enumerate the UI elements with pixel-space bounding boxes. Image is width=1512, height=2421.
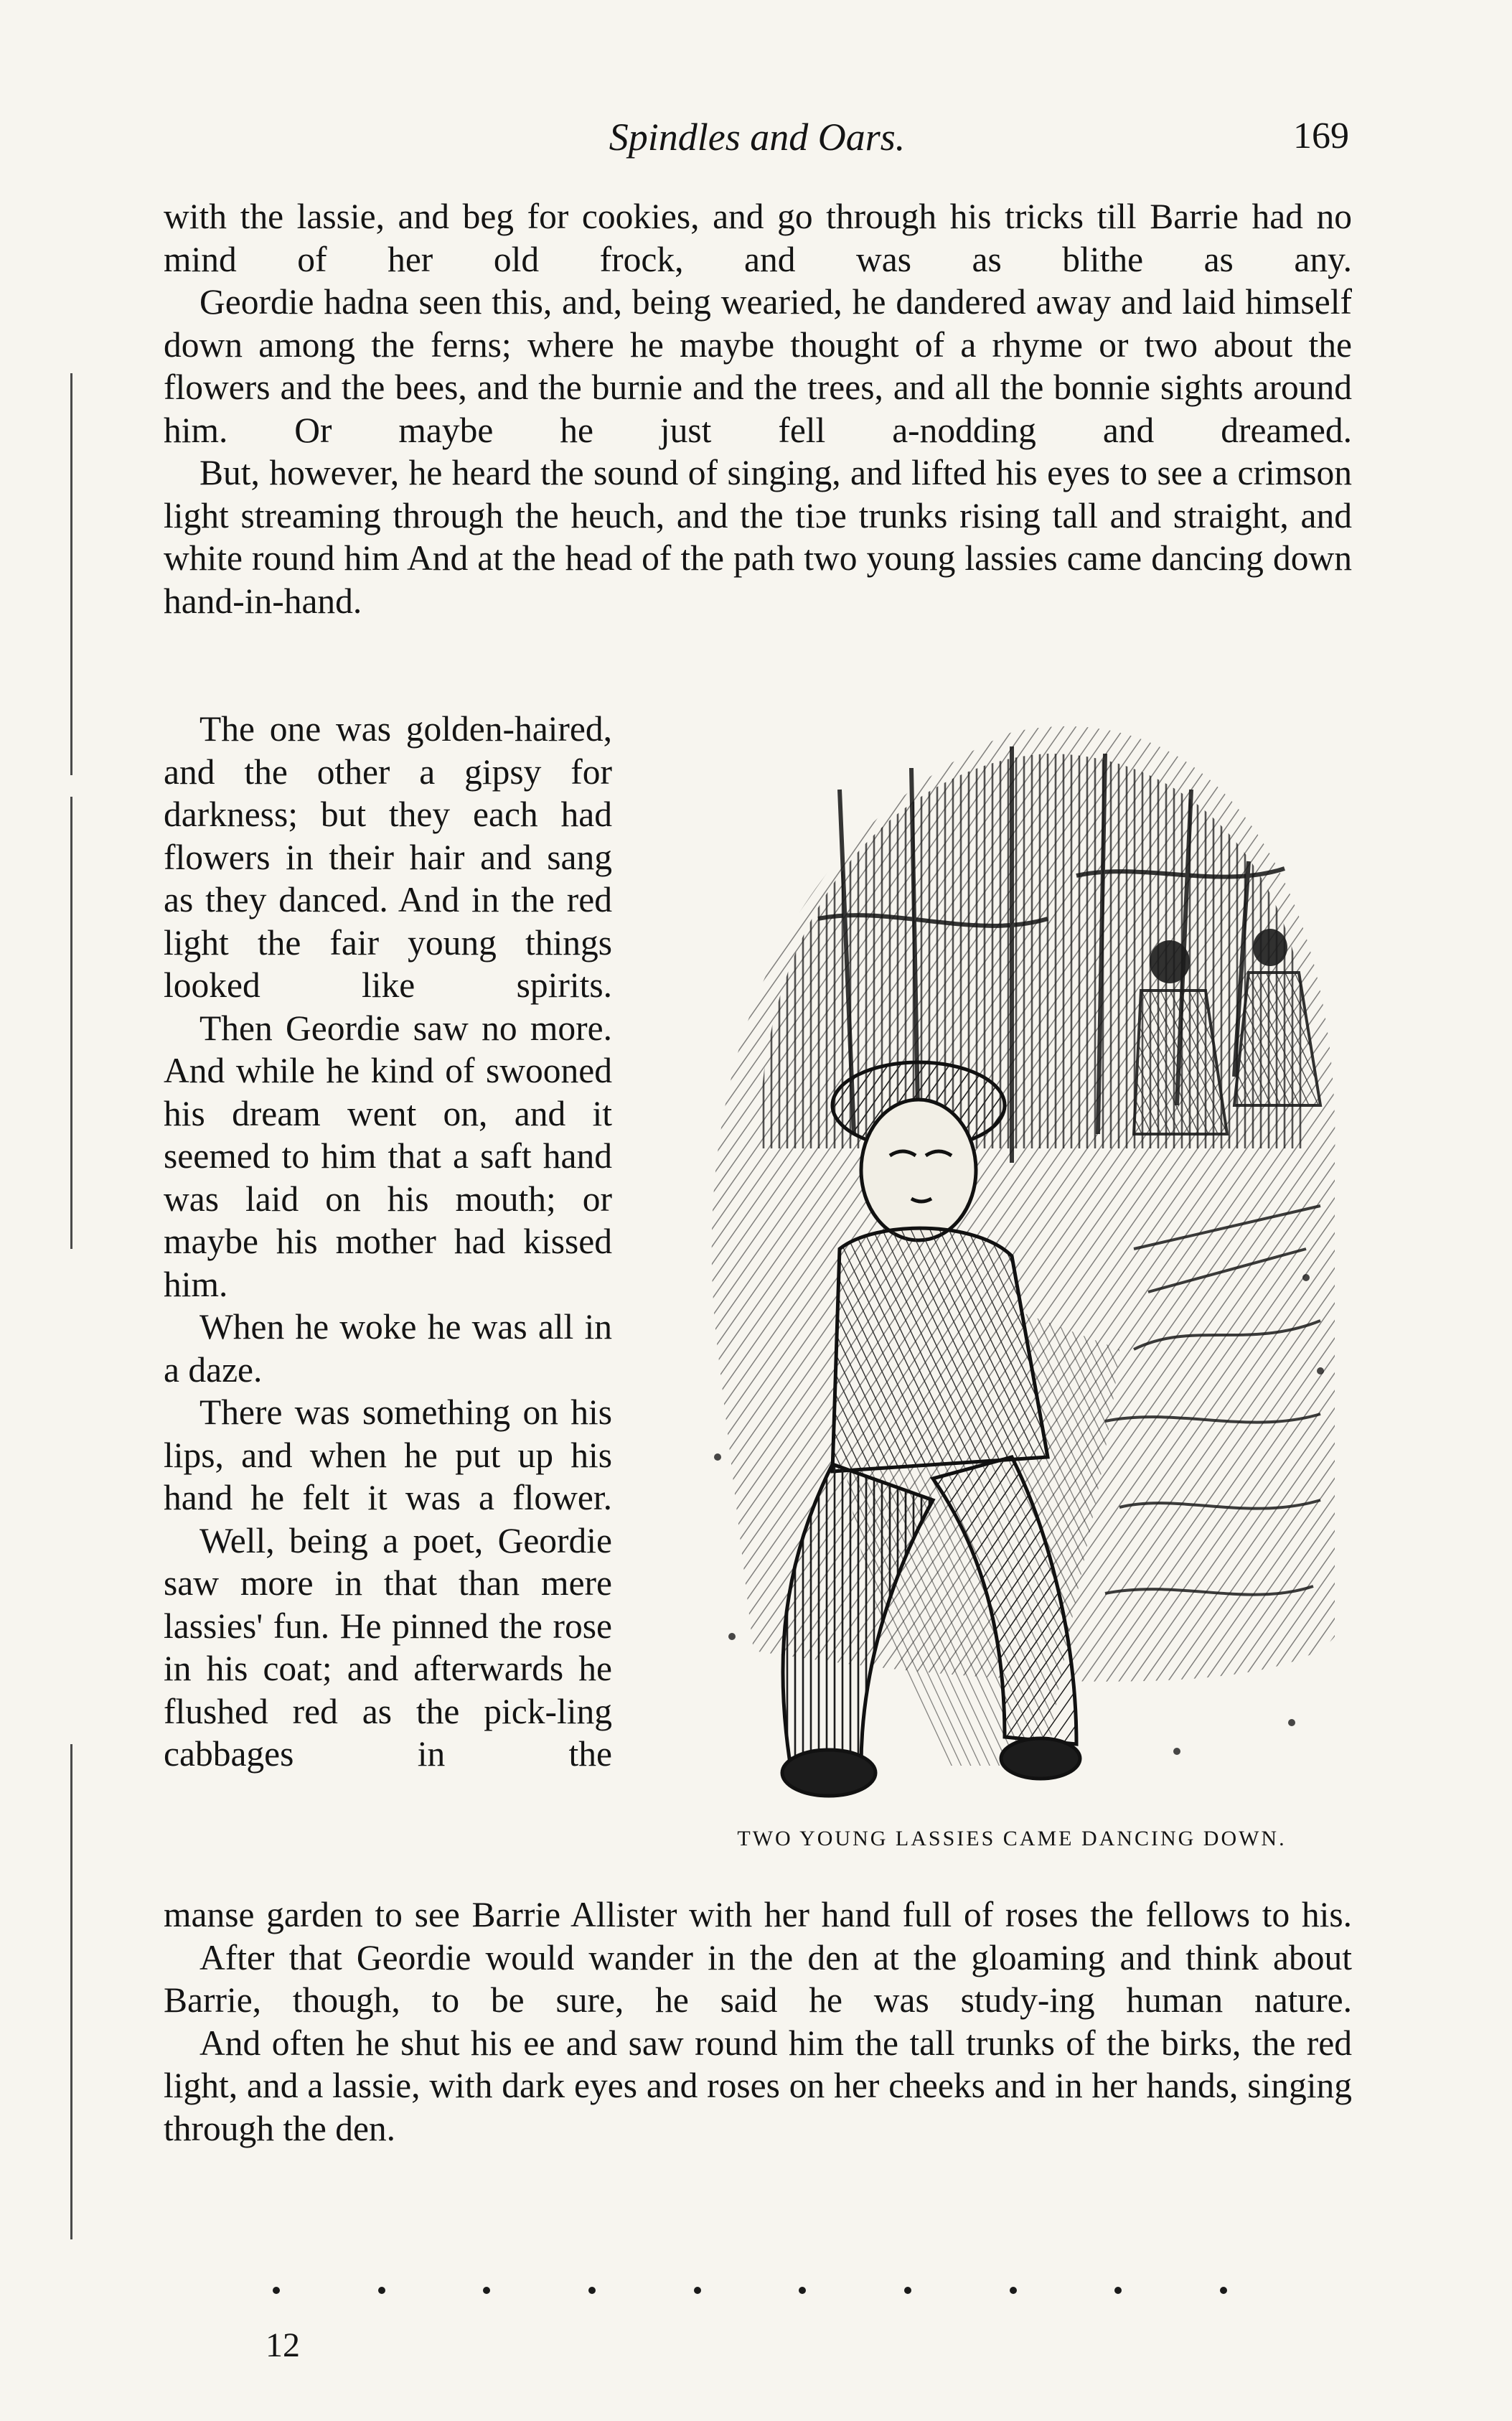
ornament-dot: [273, 2287, 280, 2294]
signature-mark: 12: [266, 2326, 300, 2364]
margin-rule: [70, 373, 72, 775]
ornament-dot: [378, 2287, 385, 2294]
paragraph: But, however, he heard the sound of singing, and lifted his eyes to see a crimson light streaming through the heuch, and the tiɔe trunks rising tall and straight, and white round him And at the head of the path two young lassies came dancing down hand-in-hand.: [164, 453, 1352, 621]
ornament-dot: [483, 2287, 490, 2294]
paragraph: manse garden to see Barrie Allister with her hand full of roses the fellows to his.: [164, 1895, 1352, 1934]
page-number: 169: [1293, 116, 1349, 156]
paragraph: Then Geordie saw no more. And while he kind of swooned his dream went on, and it seemed to him that a saft hand was laid on his mouth; or maybe his mother had kissed him.: [164, 1008, 612, 1304]
figure-caption: TWO YOUNG LASSIES CAME DANCING DOWN.: [737, 1827, 1287, 1850]
page-header: [165, 115, 1349, 172]
ornament-dot-row: [273, 2287, 1227, 2294]
wrapped-text-column: [164, 708, 612, 1776]
paragraph: The one was golden-haired, and the other a gipsy for darkness; but they each had flowers in their hair and sang as they danced. And in the red light the fair young things looked like spirits.: [164, 709, 612, 1005]
top-text-block: [164, 195, 1352, 622]
paragraph: And often he shut his ee and saw round him the tall trunks of the birks, the red light, and a lassie, with dark eyes and roses on her cheeks and in her hands, singing through the den.: [164, 2023, 1352, 2148]
ornament-dot: [588, 2287, 596, 2294]
paragraph: There was something on his lips, and when he put up his hand he felt it was a flower.: [164, 1392, 612, 1517]
paragraph: Well, being a poet, Geordie saw more in that than mere lassies' fun. He pinned the rose in his coat; and afterwards he flushed red as the pick-ling cabbages in the: [164, 1520, 612, 1774]
ornament-dot: [904, 2287, 911, 2294]
ornament-dot: [1010, 2287, 1017, 2294]
paragraph: with the lassie, and beg for cookies, and go through his tricks till Barrie had no mind of her old frock, and was as blithe as any.: [164, 197, 1352, 279]
ornament-dot: [694, 2287, 701, 2294]
bottom-text-block: [164, 1893, 1352, 2150]
ornament-dot: [1114, 2287, 1122, 2294]
ornament-dot: [1220, 2287, 1227, 2294]
illustration-figure: [675, 703, 1349, 1850]
paragraph: After that Geordie would wander in the den at the gloaming and think about Barrie, though, to be sure, he said he was study-ing human nature.: [164, 1937, 1352, 2020]
paragraph: Geordie hadna seen this, and, being wearied, he dandered away and laid himself down among the ferns; where he maybe thought of a rhyme or two about the flowers and the bees, and the burnie and the trees, and all the bonnie sights around him. Or maybe he just fell a-nodding and dreamed.: [164, 282, 1352, 450]
margin-rule: [70, 1744, 72, 2239]
running-title: Spindles and Oars.: [609, 116, 906, 159]
paragraph: When he woke he was all in a daze.: [164, 1307, 612, 1390]
ornament-dot: [799, 2287, 806, 2294]
margin-rule: [70, 797, 72, 1249]
engraving-illustration: [675, 703, 1349, 1809]
